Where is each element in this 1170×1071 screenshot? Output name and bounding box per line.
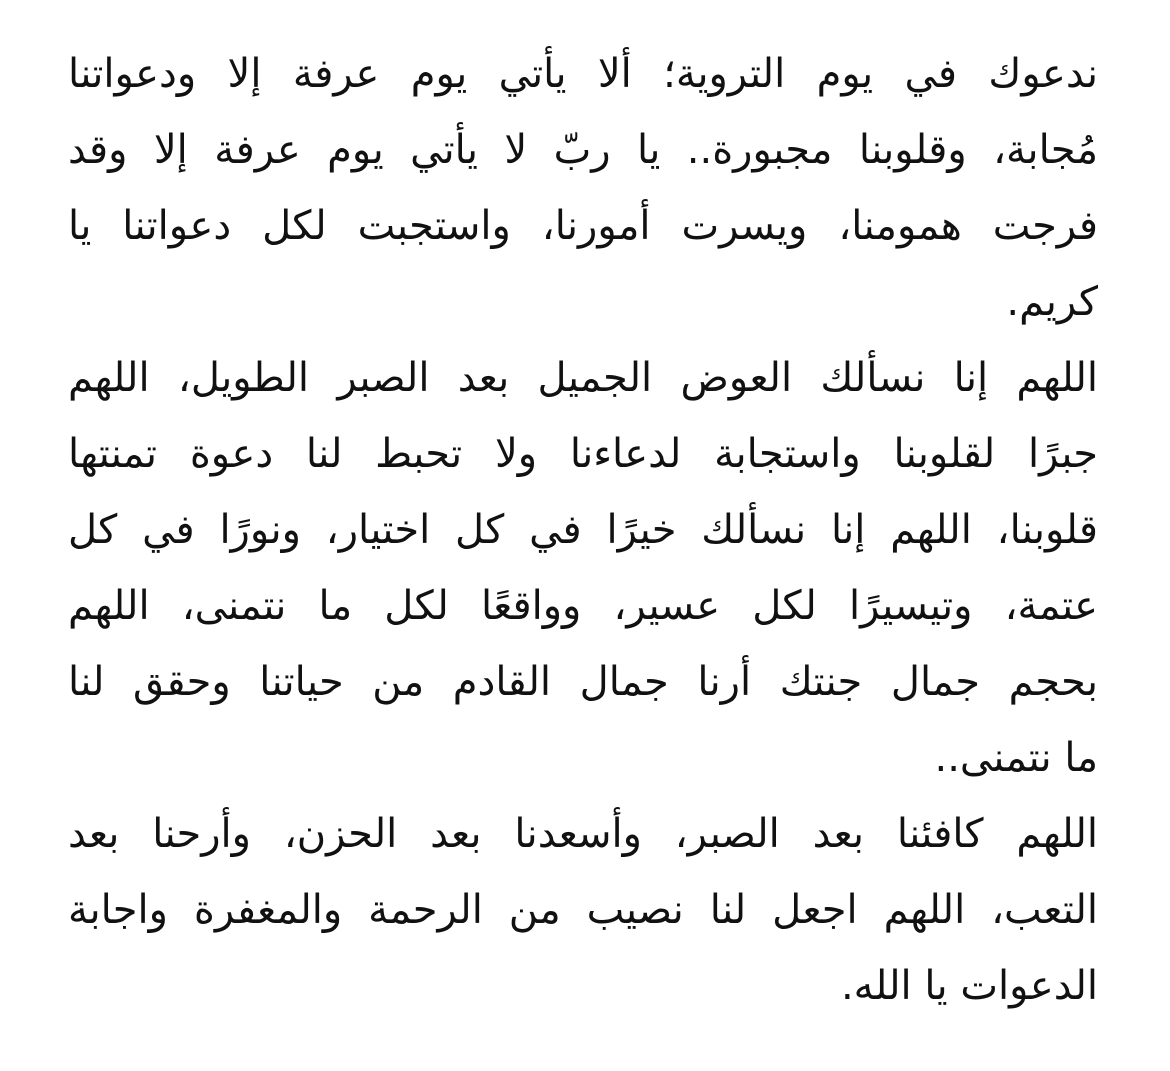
- text-line: بحجم جمال جنتك أرنا جمال القادم من حياتنا وحقق لنا: [68, 659, 1098, 705]
- text-line: عتمة، وتيسيرًا لكل عسير، وواقعًا لكل ما نتمنى، اللهم: [68, 583, 1098, 629]
- text-line: ندعوك في يوم التروية؛ ألا يأتي يوم عرفة إلا ودعواتنا: [68, 51, 1098, 97]
- document-text: [68, 36, 1098, 1024]
- text-line: جبرًا لقلوبنا واستجابة لدعاءنا ولا تحبط لنا دعوة تمنتها: [68, 431, 1098, 477]
- text-line: التعب، اللهم اجعل لنا نصيب من الرحمة والمغفرة واجابة: [68, 887, 1098, 933]
- text-line: اللهم إنا نسألك العوض الجميل بعد الصبر الطويل، اللهم: [68, 355, 1098, 401]
- text-line: ما نتمنى..: [934, 735, 1098, 781]
- text-line: كريم.: [1006, 279, 1098, 325]
- text-line: اللهم كافئنا بعد الصبر، وأسعدنا بعد الحزن، وأرحنا بعد: [68, 811, 1098, 857]
- text-line: فرجت همومنا، ويسرت أمورنا، واستجبت لكل دعواتنا يا: [68, 203, 1098, 249]
- text-line: قلوبنا، اللهم إنا نسألك خيرًا في كل اختيار، ونورًا في كل: [68, 507, 1098, 553]
- text-line: مُجابة، وقلوبنا مجبورة.. يا ربّ لا يأتي يوم عرفة إلا وقد: [68, 127, 1098, 173]
- text-line: الدعوات يا الله.: [840, 963, 1098, 1009]
